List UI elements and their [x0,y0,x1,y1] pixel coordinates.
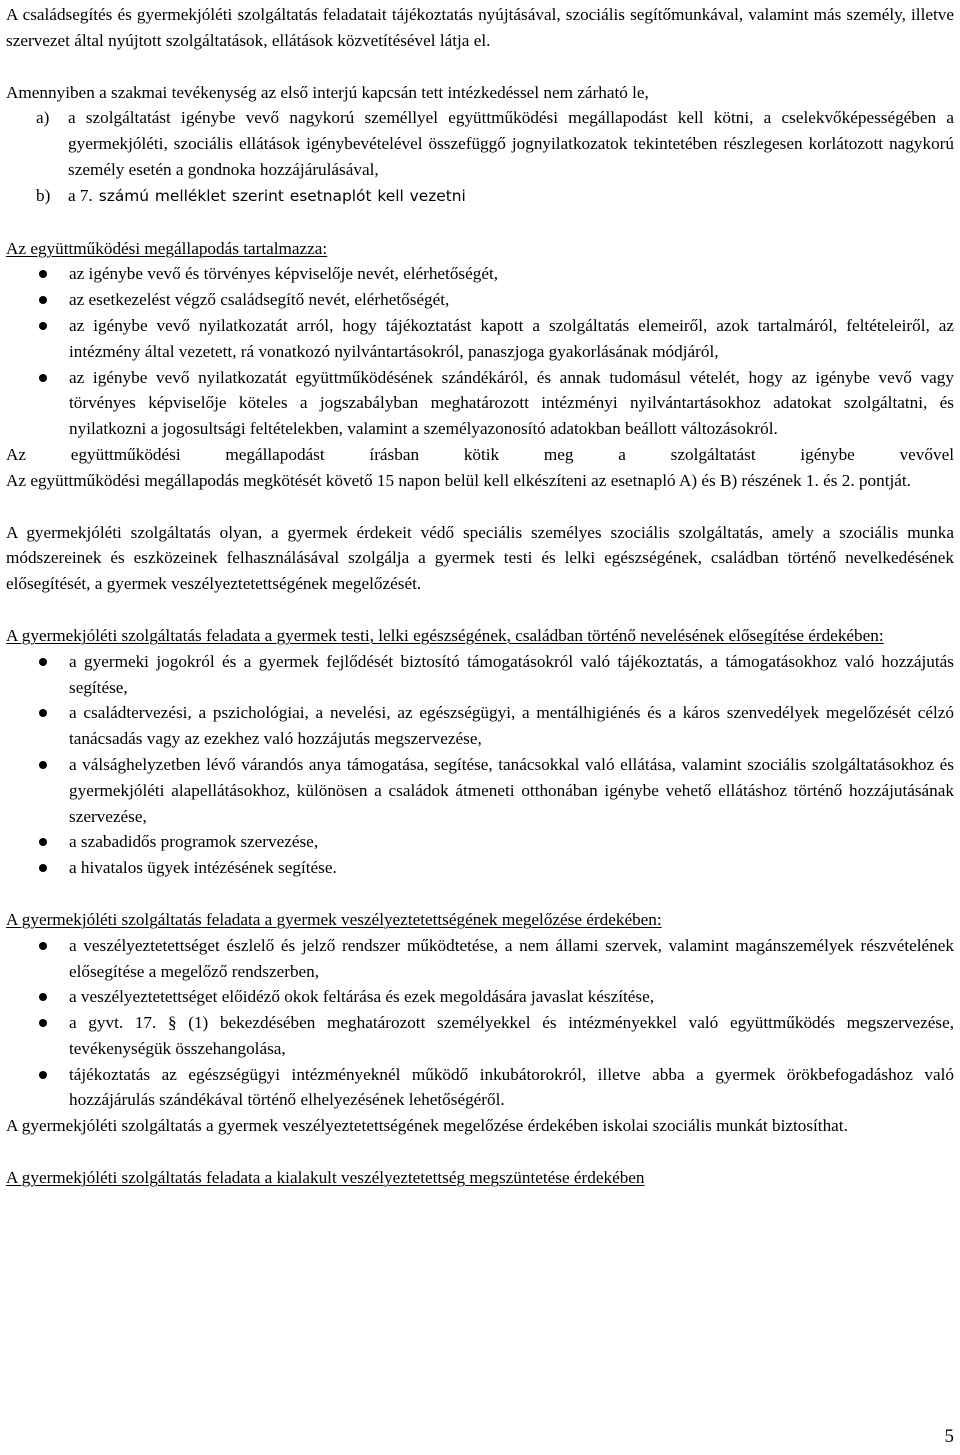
list-item: a válsághelyzetben lévő várandós anya támogatása, segítése, tanácsokkal való ellátása, valamint szociális szolgáltatásokhoz és gyermekjóléti alapellátásokhoz, különösen a családok átmeneti otthonában igénybe vehető ellátáshoz történő hozzájutásának szervezése, [6,752,954,829]
list-item: a hivatalos ügyek intézésének segítése. [6,855,954,881]
condition-marker-a: a) [36,108,50,128]
condition-item-b [6,183,954,210]
spacer [6,1139,954,1165]
development-heading: A gyermekjóléti szolgáltatás feladata a gyermek testi, lelki egészségének, családban történő nevelésének elősegítése érdekében: [6,625,884,645]
list-item: tájékoztatás az egészségügyi intézményeknél működő inkubátorokról, illetve abba a gyermek örökbefogadáshoz való hozzájárulás szándékával történő elhelyezésének lehetőségéről. [6,1062,954,1114]
list-item: a veszélyeztetettséget észlelő és jelző rendszer működtetése, a nem állami szervek, valamint magánszemélyek részvételének elősegítése a megelőző rendszerben, [6,933,954,985]
condition-text-a-body: a szolgáltatást igénybe vevő nagykorú személlyel együttműködési megállapodást kell kötni, a cselekvőképességében a gyermekjóléti, szociális ellátások igénybevételével összefüggő jognyilatkozatok tekintetében részlegesen korlátozott nagykorú személy esetén a gondnoka hozzájárulásával, [68,108,954,179]
prevention-heading: A gyermekjóléti szolgáltatás feladata a gyermek veszélyeztetettségének megelőzése érdekében: [6,909,662,929]
list-item: a gyermeki jogokról és a gyermek fejlődését biztosító támogatásokról való tájékoztatás, a támogatásokhoz való hozzájutás segítése, [6,649,954,701]
intro-paragraph: A családsegítés és gyermekjóléti szolgáltatás feladatait tájékoztatás nyújtásával, szociális segítőmunkával, valamint más személy, illetve szervezet által nyújtott szolgáltatások, ellátások közvetítésével látja el. [6,5,954,50]
condition-text-b-rest: számú melléklet szerint esetnaplót kell vezetni [92,186,466,205]
list-item: a gyvt. 17. § (1) bekezdésében meghatározott személyekkel és intézményekkel való együttműködés megszervezése, tevékenységük összehangolása, [6,1010,954,1062]
agreement-heading: Az együttműködési megállapodás tartalmazza: [6,238,328,258]
prevention-note: A gyermekjóléti szolgáltatás a gyermek veszélyeztetettségének megelőzése érdekében iskolai szociális munkát biztosíthat. [6,1116,848,1136]
elimination-heading: A gyermekjóléti szolgáltatás feladata a kialakult veszélyeztetettség megszüntetése érdekében [6,1168,645,1188]
condition-intro: Amennyiben a szakmai tevékenység az első interjú kapcsán tett intézkedéssel nem zárható le, [6,82,649,102]
agreement-note-2: Az együttműködési megállapodás megkötését követő 15 napon belül kell elkészíteni az esetnapló A) és B) részének 1. és 2. pontját. [6,470,911,490]
list-item: a szabadidős programok szervezése, [6,829,954,855]
condition-text-b-start: a 7. [68,185,93,205]
agreement-list [6,261,954,442]
condition-item-a [6,105,954,182]
spacer [6,597,954,623]
development-list [6,649,954,881]
list-item: a családtervezési, a pszichológiai, a nevelési, az egészségügyi, a mentálhigiénés és a káros szenvedélyek megelőzését célzó tanácsadás vagy az ezekhez való hozzájutás megszervezése, [6,700,954,752]
page-number: 5 [944,1426,954,1447]
spacer [6,54,954,80]
condition-text-a [68,108,954,179]
list-item: az igénybe vevő nyilatkozatát arról, hogy tájékoztatást kapott a szolgáltatás elemeiről, azok tartalmáról, feltételeiről, az intézmény által vezetett, rá vonatkozó nyilvántartásokról, panaszjoga gyakorlásának módjáról, [6,313,954,365]
list-item: az igénybe vevő nyilatkozatát együttműködésének szándékáról, és annak tudomásul vételét, hogy az igénybe vevő vagy törvényes képviselője köteles a jogszabályban meghatározott intézményi nyilvántartásokhoz adatokat szolgáltatni, és nyilatkozni a jogosultsági feltételekben, valamint a személyazonosító adatokban beállott változásokról. [6,365,954,442]
list-item: az igénybe vevő és törvényes képviselője nevét, elérhetőségét, [6,261,954,287]
agreement-note-1: Az együttműködési megállapodást írásban kötik meg a szolgáltatást igénybe vevővel [6,444,954,464]
list-item: az esetkezelést végző családsegítő nevét, elérhetőségét, [6,287,954,313]
definition-paragraph: A gyermekjóléti szolgáltatás olyan, a gyermek érdekeit védő speciális személyes szociális szolgáltatás, amely a szociális munka módszereinek és eszközeinek felhasználásával szolgálja a gyermek testi és lelki egészségének, családban történő nevelkedésének elősegítését, a gyermek veszélyeztetettségének megelőzését. [6,522,954,594]
spacer [6,210,954,236]
list-item: a veszélyeztetettséget előidéző okok feltárása és ezek megoldására javaslat készítése, [6,984,954,1010]
spacer [6,494,954,520]
prevention-list [6,933,954,1114]
spacer [6,881,954,907]
condition-marker-b: b) [36,185,51,205]
